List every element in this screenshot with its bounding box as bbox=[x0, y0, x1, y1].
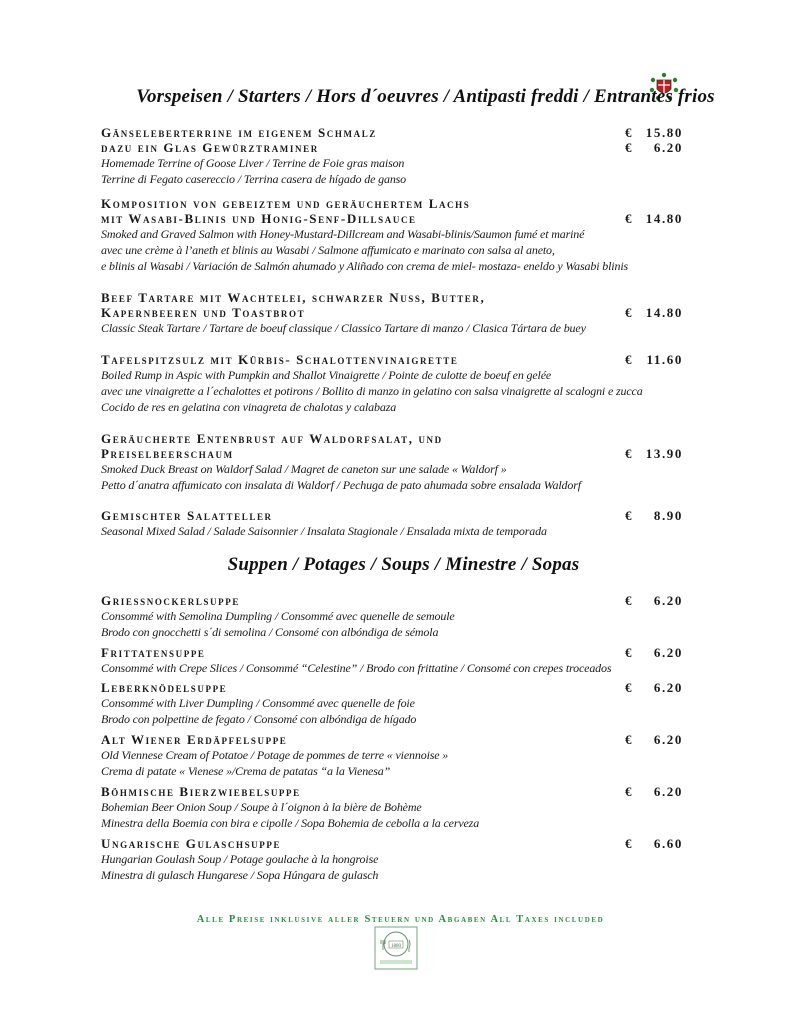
currency-symbol: € bbox=[625, 352, 634, 367]
soups-heading: Suppen / Potages / Soups / Minestre / Sopas bbox=[227, 554, 580, 575]
menu-item bbox=[101, 680, 681, 727]
price-value: 8.90 bbox=[653, 508, 683, 523]
item-price bbox=[625, 680, 683, 695]
item-description: Brodo con gnocchetti s´di semolina / Consomé con albóndiga de sémola bbox=[101, 625, 439, 639]
currency-symbol: € bbox=[625, 680, 634, 695]
menu-item bbox=[101, 431, 681, 493]
item-description: Minestra di gulasch Hungarese / Sopa Húngara de gulasch bbox=[101, 868, 379, 882]
menu-item bbox=[101, 196, 681, 274]
currency-symbol: € bbox=[625, 140, 634, 155]
item-name: Tafelspitzsulz mit Kürbis- Schalottenvinaigrette bbox=[101, 352, 459, 367]
item-description: Terrine di Fegato casereccio / Terrina casera de hígado de ganso bbox=[101, 172, 407, 186]
item-price bbox=[625, 508, 683, 523]
item-price bbox=[625, 211, 683, 226]
item-price bbox=[625, 593, 683, 608]
price-value: 6.20 bbox=[653, 732, 683, 747]
item-description: Boiled Rump in Aspic with Pumpkin and Shallot Vinaigrette / Pointe de culotte de boeuf en gelée bbox=[101, 368, 552, 382]
price-value: 6.20 bbox=[653, 680, 683, 695]
item-name: Gemischter Salatteller bbox=[101, 508, 273, 523]
item-description: Cocido de res en gelatina con vinagreta de chalotas y calabaza bbox=[101, 400, 397, 414]
item-description: Petto d´anatra affumicato con insalata di Waldorf / Pechuga de pato ahumada sobre ensalada Waldorf bbox=[101, 478, 581, 492]
item-description: Seasonal Mixed Salad / Salade Saisonnier / Insalata Stagionale / Ensalada mixta de temporada bbox=[101, 524, 547, 538]
item-name: Komposition von gebeiztem und geräuchertem Lachs bbox=[101, 196, 471, 211]
item-description: Crema di patate « Vienese »/Crema de patatas “a la Vienesa” bbox=[101, 764, 391, 778]
item-description: Bohemian Beer Onion Soup / Soupe à l´oignon à la bière de Bohème bbox=[101, 800, 422, 814]
currency-symbol: € bbox=[625, 508, 634, 523]
restaurant-logo-icon bbox=[374, 926, 418, 970]
menu-item bbox=[101, 732, 681, 779]
item-description: Brodo con polpettine de fegato / Consomé con albóndiga de hígado bbox=[101, 712, 417, 726]
item-description: Consommé with Semolina Dumpling / Consommé avec quenelle de semoule bbox=[101, 609, 455, 623]
item-price bbox=[625, 140, 683, 155]
currency-symbol: € bbox=[625, 446, 634, 461]
currency-symbol: € bbox=[625, 305, 634, 320]
starters-heading: Vorspeisen / Starters / Hors d´oeuvres / Antipasti freddi / Entrantes frios bbox=[136, 86, 715, 107]
item-price bbox=[625, 305, 683, 320]
price-value: 6.20 bbox=[653, 140, 683, 155]
price-value: 13.90 bbox=[645, 446, 683, 461]
item-description: Old Viennese Cream of Potatoe / Potage de pommes de terre « viennoise » bbox=[101, 748, 449, 762]
item-name: Kapernbeeren und Toastbrot bbox=[101, 305, 306, 320]
currency-symbol: € bbox=[625, 125, 634, 140]
currency-symbol: € bbox=[625, 645, 634, 660]
item-name: Frittatensuppe bbox=[101, 645, 206, 660]
item-description: Minestra della Boemia con bira e cipolle / Sopa Bohemia de cebolla a la cerveza bbox=[101, 816, 480, 830]
item-name: Gänseleberterrine im eigenem Schmalz bbox=[101, 125, 377, 140]
currency-symbol: € bbox=[625, 732, 634, 747]
price-value: 15.80 bbox=[645, 125, 683, 140]
item-name: Böhmische Bierzwiebelsuppe bbox=[101, 784, 301, 799]
item-description: Consommé with Liver Dumpling / Consommé avec quenelle de foie bbox=[101, 696, 415, 710]
price-value: 6.20 bbox=[653, 645, 683, 660]
currency-symbol: € bbox=[625, 211, 634, 226]
price-value: 14.80 bbox=[645, 305, 683, 320]
logo-text: 1880 bbox=[391, 944, 401, 949]
item-name: Geräucherte Entenbrust auf Waldorfsalat, und bbox=[101, 431, 443, 446]
item-price bbox=[625, 836, 683, 851]
tax-note: Alle Preise inklusive aller Steuern und Abgaben All Taxes included bbox=[196, 914, 605, 925]
item-name: Preiselbeerschaum bbox=[101, 446, 234, 461]
item-description: Consommé with Crepe Slices / Consommé “Celestine” / Brodo con frittatine / Consomé con crepes troceados bbox=[101, 661, 612, 675]
item-name: dazu ein Glas Gewürztraminer bbox=[101, 140, 319, 155]
menu-item bbox=[101, 593, 681, 640]
item-price bbox=[625, 784, 683, 799]
item-description: e blinis al Wasabi / Variación de Salmón ahumado y Aliñado con crema de miel- mostaza- eneldo y Wasabi blinis bbox=[101, 259, 629, 273]
price-value: 14.80 bbox=[645, 211, 683, 226]
item-description: Classic Steak Tartare / Tartare de boeuf classique / Classico Tartare di manzo / Clasica Tártara de buey bbox=[101, 321, 586, 335]
item-name: Beef Tartare mit Wachtelei, schwarzer Nuss, Butter, bbox=[101, 290, 486, 305]
menu-item bbox=[101, 645, 681, 676]
item-price bbox=[625, 125, 683, 140]
item-description: Hungarian Goulash Soup / Potage goulache à la hongroise bbox=[101, 852, 379, 866]
item-price bbox=[625, 645, 683, 660]
item-name: Leberknödelsuppe bbox=[101, 680, 228, 695]
item-name: mit Wasabi-Blinis und Honig-Senf-Dillsauce bbox=[101, 211, 417, 226]
item-price bbox=[625, 446, 683, 461]
item-description: Smoked Duck Breast on Waldorf Salad / Magret de caneton sur une salade « Waldorf » bbox=[101, 462, 507, 476]
currency-symbol: € bbox=[625, 784, 634, 799]
menu-item bbox=[101, 836, 681, 883]
item-price bbox=[625, 352, 683, 367]
item-description: avec une crème à l’aneth et blinis au Wasabi / Salmone affumicato e marinato con salsa al aneto, bbox=[101, 243, 555, 257]
currency-symbol: € bbox=[625, 593, 634, 608]
menu-item bbox=[101, 784, 681, 831]
item-description: Homemade Terrine of Goose Liver / Terrine de Foie gras maison bbox=[101, 156, 405, 170]
item-description: avec une vinaigrette a l´echalottes et potirons / Bollito di manzo in gelatino con salsa vinaigrette al scalogni e zucca bbox=[101, 384, 643, 398]
item-price bbox=[625, 732, 683, 747]
menu-item bbox=[101, 508, 681, 539]
item-description: Smoked and Graved Salmon with Honey-Mustard-Dillcream and Wasabi-blinis/Saumon fumé et mariné bbox=[101, 227, 585, 241]
currency-symbol: € bbox=[625, 836, 634, 851]
price-value: 6.20 bbox=[653, 784, 683, 799]
price-value: 6.20 bbox=[653, 593, 683, 608]
price-value: 6.60 bbox=[653, 836, 683, 851]
item-name: Griessnockerlsuppe bbox=[101, 593, 240, 608]
menu-item bbox=[101, 290, 681, 336]
item-name: Alt Wiener Erdäpfelsuppe bbox=[101, 732, 288, 747]
price-value: 11.60 bbox=[646, 352, 683, 367]
menu-item bbox=[101, 352, 681, 415]
item-name: Ungarische Gulaschsuppe bbox=[101, 836, 282, 851]
menu-item bbox=[101, 125, 681, 187]
